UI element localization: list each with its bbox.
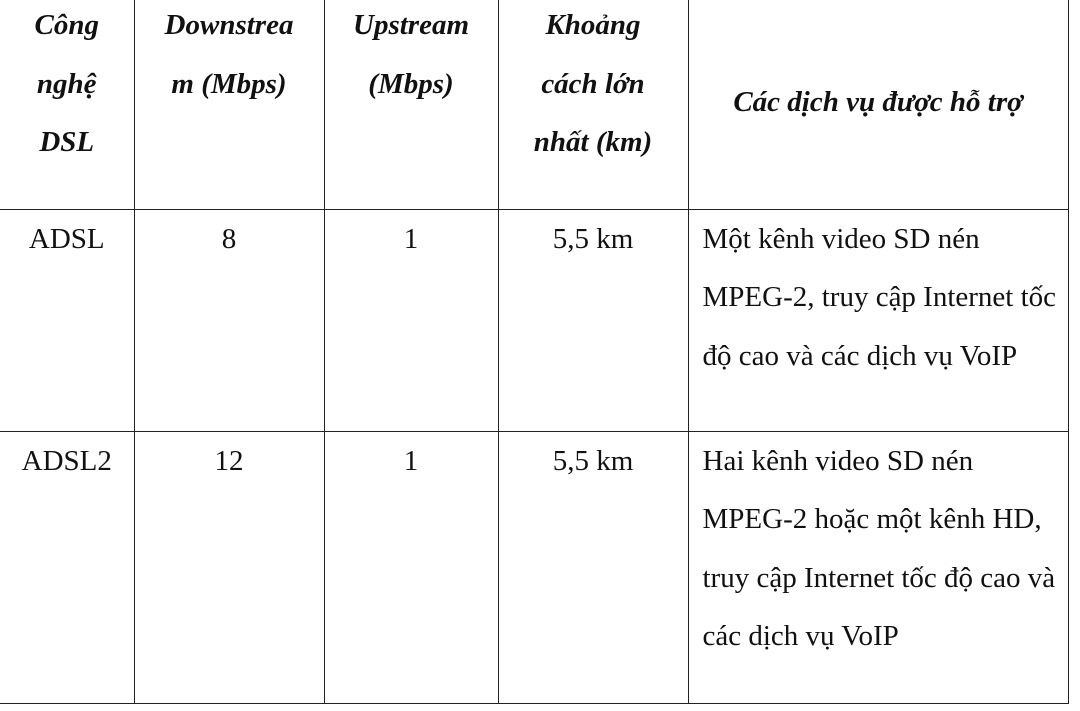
cell-upstream: 1 bbox=[324, 431, 498, 703]
cell-technology: ADSL bbox=[0, 209, 134, 431]
table-row bbox=[0, 431, 1068, 703]
cell-services: Một kênh video SD nén MPEG-2, truy cập Internet tốc độ cao và các dịch vụ VoIP bbox=[688, 209, 1068, 431]
cell-services: Hai kênh video SD nén MPEG-2 hoặc một kênh HD, truy cập Internet tốc độ cao và các dịch vụ VoIP bbox=[688, 431, 1068, 703]
header-distance: Khoảng cách lớn nhất (km) bbox=[498, 0, 688, 209]
cell-distance: 5,5 km bbox=[498, 209, 688, 431]
header-technology: Công nghệ DSL bbox=[0, 0, 134, 209]
header-upstream: Upstream (Mbps) bbox=[324, 0, 498, 209]
table-row bbox=[0, 209, 1068, 431]
cell-technology: ADSL2 bbox=[0, 431, 134, 703]
cell-downstream: 12 bbox=[134, 431, 324, 703]
header-services: Các dịch vụ được hỗ trợ bbox=[688, 0, 1068, 209]
cell-downstream: 8 bbox=[134, 209, 324, 431]
header-downstream: Downstream (Mbps) bbox=[134, 0, 324, 209]
table-header-row bbox=[0, 0, 1068, 209]
cell-distance: 5,5 km bbox=[498, 431, 688, 703]
cell-upstream: 1 bbox=[324, 209, 498, 431]
